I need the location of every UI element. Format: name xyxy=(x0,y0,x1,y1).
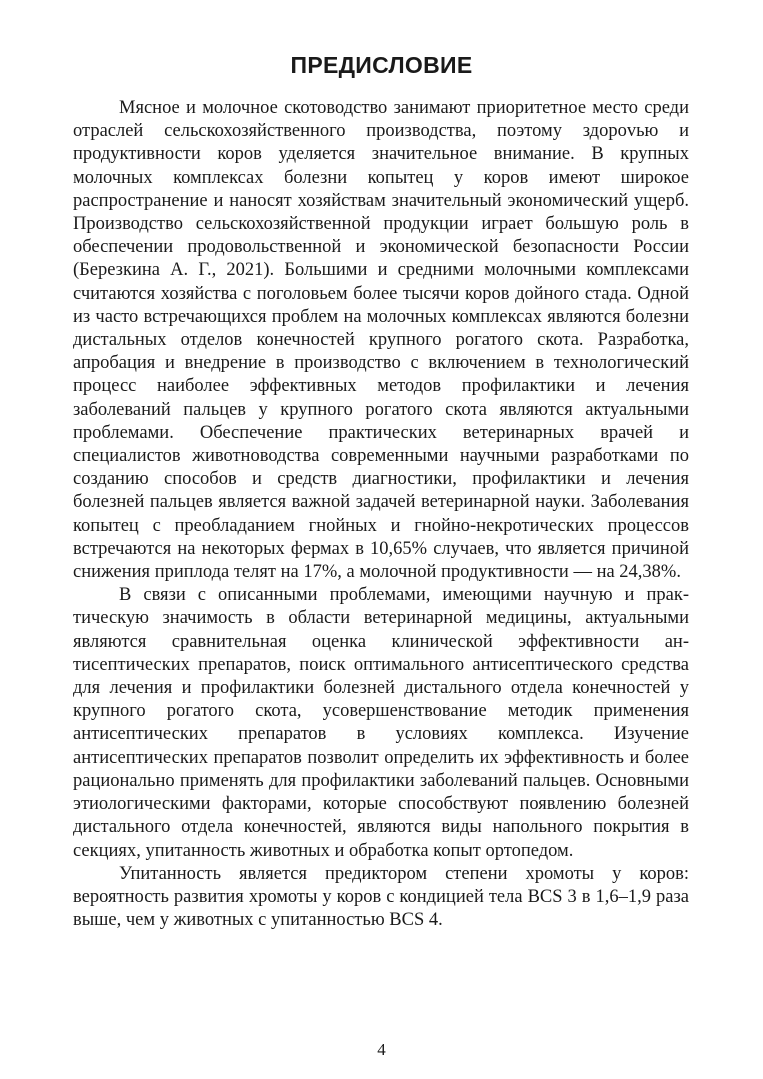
page-title: ПРЕДИСЛОВИЕ xyxy=(290,52,473,78)
paragraph-1: Мясное и молочное скотоводство занимают приоритетное место среди отраслей сельскохозяйственного производства, поэтому здороvью и продуктивности коров уделяется значительное внимание. В крупных молочных комплексах болезни копытец у коров имеют широкое распространение и наносят хозяйствам значительный экономический ущерб. Производство сельскохозяйственной продукции играет большую роль в обеспечении продовольственной и экономической безопасности России (Березкина А. Г., 2021). Большими и средними молочными комплексами считаются хозяйства с поголовьем более тысячи коров дойного стада. Одной из часто встречающихся проблем на молочных комплексах являются болезни дистальных отделов конечностей крупного рогатого скота. Разработка, апробация и внедрение в производство с включением в технологический процесс наиболее эффективных методов профилактики и лечения заболеваний пальцев у крупного рогатого скота являются актуальными проблемами. Обеспечение практических ветеринарных врачей и специалистов животноводства современными научными разработками по созданию способов и средств диагностики, профилактики и лечения болезней пальцев является важной задачей ветеринарной науки. Заболевания копытец с преобладанием гнойных и гнойно-некротических процессов встречаются на некоторых фермах в 10,65% случаев, что является причиной снижения приплода телят на 17%, а молочной продуктивности — на 24,38%. xyxy=(73,98,689,583)
paragraph-3: Упитанность является предиктором степени хромоты у коров: вероятность развития хромоты у коров с кондицией тела BCS 3 в 1,6–1,9 раза выше, чем у животных с упитанностью BCS 4. xyxy=(73,863,689,931)
body-text xyxy=(73,97,689,932)
page-number: 4 xyxy=(377,1040,386,1059)
paragraph-2: В связи с описанными проблемами, имеющими научную и практическую значимость в области ветеринарной медицины, актуальными являются сравнительная оценка клинической эффективности антисептических препаратов, поиск оптимального антисептического средства для лечения и профилактики болезней дистального отдела конечностей у крупного рогатого скота, усовершенствование методик применения антисептических препаратов в условиях комплекса. Изучение антисептических препаратов позволит определить их эффективность и более рационально применять для профилактики заболеваний пальцев. Основными этиологическими факторами, которые способствуют появлению болезней дистального отдела конечностей, являются виды напольного покрытия в секциях, упитанность животных и обработка копыт ортопедом. xyxy=(73,585,689,861)
